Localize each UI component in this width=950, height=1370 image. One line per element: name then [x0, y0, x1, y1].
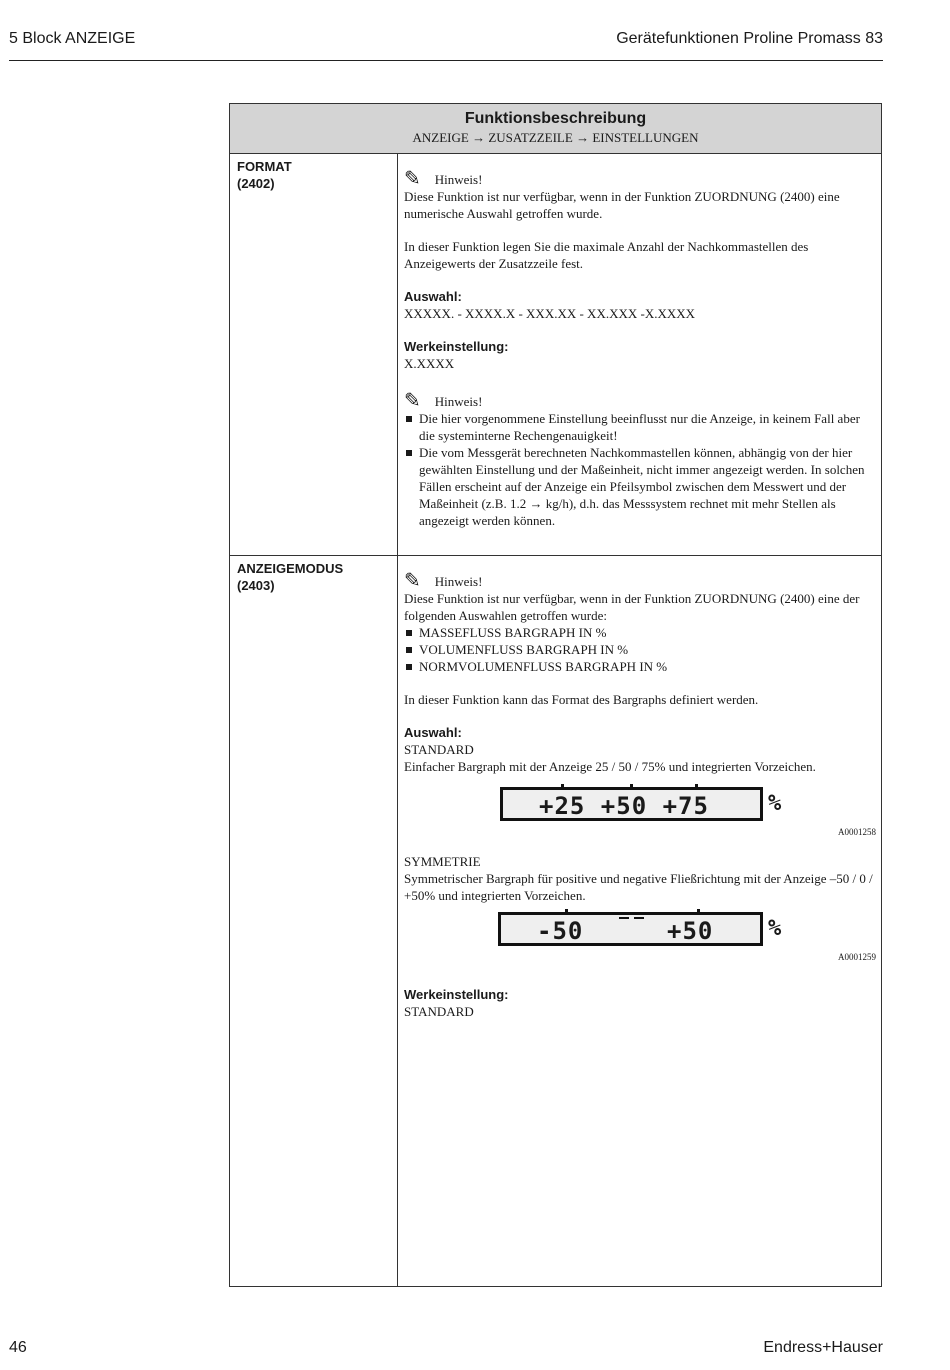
- list-item: NORMVOLUMENFLUSS BARGRAPH IN %: [404, 658, 876, 675]
- auswahl-value: XXXXX. - XXXX.X - XXX.XX - XX.XXX -X.XXXX: [404, 306, 696, 321]
- note-title: Hinweis!: [434, 394, 483, 409]
- function-name: ANZEIGEMODUS: [237, 561, 344, 576]
- note-text: Diese Funktion ist nur verfügbar, wenn in der Funktion ZUORDNUNG (2400) eine numerische Auswahl getroffen wurde.: [404, 189, 840, 221]
- pencil-icon: ✎: [404, 388, 421, 412]
- intro-text: In dieser Funktion legen Sie die maximale Anzahl der Nachkommastellen des Anzeigewerts der Zusatzzeile fest.: [404, 239, 809, 271]
- auswahl-label: Auswahl:: [404, 725, 462, 740]
- note-text: Diese Funktion ist nur verfügbar, wenn in der Funktion ZUORDNUNG (2400) eine der folgenden Auswahlen getroffen wurde:: [404, 591, 860, 623]
- brand-name: Endress+Hauser: [763, 1339, 883, 1356]
- lcd-percent-sign: %: [768, 916, 782, 941]
- function-description-format: [404, 166, 876, 529]
- werkeinstellung-value: X.XXXX: [404, 356, 455, 371]
- function-label-anzeigemodus: [237, 560, 343, 594]
- bargraph-center-mark: [619, 917, 629, 919]
- note-heading: [404, 166, 876, 188]
- lcd-percent-sign: %: [768, 791, 782, 816]
- pencil-icon: ✎: [404, 166, 421, 190]
- note-title: Hinweis!: [434, 574, 483, 589]
- option-symmetrie-name: SYMMETRIE: [404, 854, 481, 869]
- function-description-anzeigemodus: [404, 568, 876, 1020]
- option-standard-name: STANDARD: [404, 742, 474, 757]
- function-code: (2402): [237, 176, 275, 191]
- pencil-icon: ✎: [404, 568, 421, 592]
- list-item: Die vom Messgerät berechneten Nachkommastellen können, abhängig von der hier gewählten Einstellung und der Maßeinheit, nicht immer angezeigt werden. In solchen Fällen erscheint auf der Anzeige ein Pfeilsymbol zwischen dem Messwert und der Maßeinheit (z.B. 1.2 → kg/h), d.h. das Messsystem rechnet mit mehr Stellen als angezeigt werden können.: [404, 444, 876, 529]
- werkeinstellung-label: Werkeinstellung:: [404, 339, 509, 354]
- function-name: FORMAT: [237, 159, 292, 174]
- function-code: (2403): [237, 578, 275, 593]
- bargraph-tick: [565, 909, 568, 914]
- bargraph-tick: [697, 909, 700, 914]
- running-header-section: 5 Block ANZEIGE: [9, 30, 136, 47]
- row-divider: [230, 555, 881, 556]
- figure-id: A0001259: [838, 952, 876, 962]
- running-header-title: Gerätefunktionen Proline Promass 83: [616, 30, 883, 47]
- note-heading: [404, 388, 876, 410]
- auswahl-label: Auswahl:: [404, 289, 462, 304]
- column-divider: [397, 153, 398, 1286]
- header-rule: [9, 60, 883, 61]
- figure-bargraph-standard: [404, 781, 876, 841]
- menu-path: ANZEIGE → ZUSATZZEILE → EINSTELLUNGEN: [412, 130, 699, 145]
- note-title: Hinweis!: [434, 172, 483, 187]
- lcd-text-right: +50: [667, 917, 714, 945]
- table-title: Funktionsbeschreibung: [464, 110, 647, 127]
- list-item: Die hier vorgenommene Einstellung beeinflusst nur die Anzeige, in keinem Fall aber die systeminterne Rechengenauigkeit!: [404, 410, 876, 444]
- list-item: MASSEFLUSS BARGRAPH IN %: [404, 624, 876, 641]
- lcd-display: [498, 912, 763, 946]
- table-header: [230, 104, 881, 154]
- function-table: [229, 103, 882, 1287]
- lcd-text-left: -50: [537, 917, 584, 945]
- option-standard-description: Einfacher Bargraph mit der Anzeige 25 / 50 / 75% und integrierten Vorzeichen.: [404, 759, 816, 774]
- lcd-text: +25 +50 +75: [539, 792, 709, 820]
- lcd-display: [500, 787, 763, 821]
- page-number: 46: [9, 1339, 27, 1356]
- intro-text: In dieser Funktion kann das Format des Bargraphs definiert werden.: [404, 692, 759, 707]
- function-label-format: [237, 158, 292, 192]
- werkeinstellung-label: Werkeinstellung:: [404, 987, 509, 1002]
- bargraph-center-mark: [634, 917, 644, 919]
- note-list: [404, 410, 876, 529]
- figure-id: A0001258: [838, 827, 876, 837]
- list-item: VOLUMENFLUSS BARGRAPH IN %: [404, 641, 876, 658]
- note-heading: [404, 568, 876, 590]
- bargraph-tick: [630, 784, 633, 789]
- figure-bargraph-symmetrie: [404, 906, 876, 966]
- option-symmetrie-description: Symmetrischer Bargraph für positive und negative Fließrichtung mit der Anzeige –50 / 0 / +50% und integrierten Vorzeichen.: [404, 871, 873, 903]
- werkeinstellung-value: STANDARD: [404, 1004, 474, 1019]
- bargraph-tick: [695, 784, 698, 789]
- bargraph-tick: [561, 784, 564, 789]
- option-list: [404, 624, 876, 675]
